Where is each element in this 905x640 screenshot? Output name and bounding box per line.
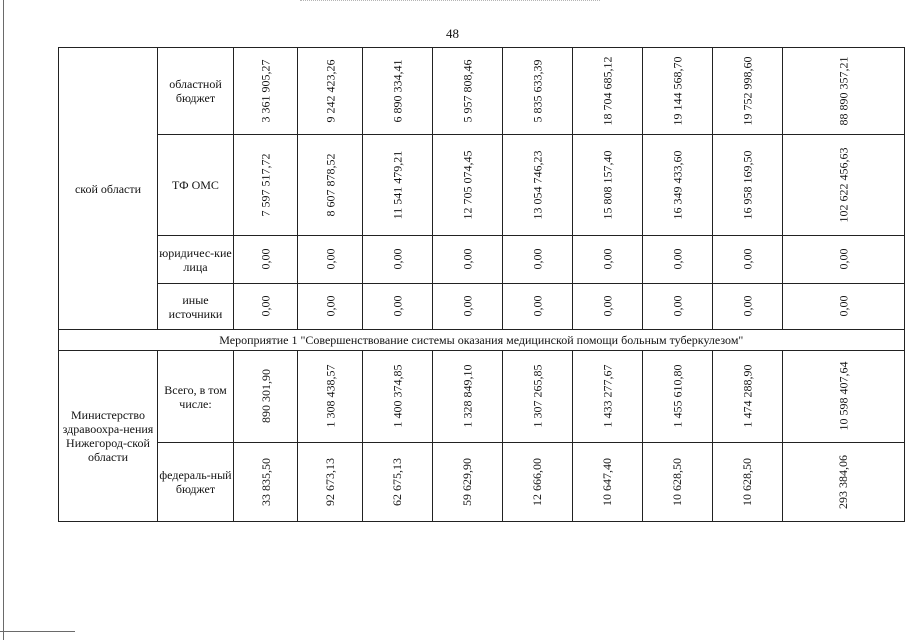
- value-cell: [298, 236, 363, 284]
- value-text: 0,00: [670, 248, 685, 270]
- value-text: 0,00: [740, 248, 755, 270]
- value-text: 0,00: [460, 248, 475, 270]
- table-row: [59, 330, 905, 351]
- value-text: 0,00: [530, 295, 545, 317]
- value-text: 1 400 374,85: [390, 364, 405, 428]
- value-text: 5 835 633,39: [530, 59, 545, 122]
- value-cell: [572, 236, 642, 284]
- value-cell: [298, 284, 363, 330]
- value-cell: [298, 351, 363, 443]
- value-text: 0,00: [530, 248, 545, 270]
- value-cell: [782, 135, 904, 236]
- value-text: 293 384,06: [836, 454, 851, 509]
- value-text: 62 675,13: [390, 457, 405, 506]
- value-text: 13 054 746,23: [530, 150, 545, 219]
- value-cell: [234, 284, 298, 330]
- value-text: 10 598 407,64: [836, 361, 851, 431]
- value-text: 1 433 277,67: [600, 364, 615, 428]
- source-cell: иные источники: [158, 284, 234, 330]
- value-text: 33 835,50: [258, 457, 273, 506]
- value-text: 18 704 685,12: [600, 56, 615, 125]
- value-cell: [782, 443, 904, 522]
- value-text: 19 752 998,60: [740, 56, 755, 125]
- value-text: 1 307 265,85: [530, 364, 545, 428]
- source-cell: Всего, в том числе:: [158, 351, 234, 443]
- table-row: [59, 351, 905, 443]
- value-cell: [712, 284, 782, 330]
- source-cell: областной бюджет: [158, 48, 234, 135]
- value-cell: [432, 351, 502, 443]
- value-text: 1 474 288,90: [740, 364, 755, 428]
- table-row: [59, 443, 905, 522]
- value-cell: [782, 284, 904, 330]
- value-cell: [502, 284, 572, 330]
- value-text: 88 890 357,21: [836, 56, 851, 125]
- value-text: 9 242 423,26: [323, 59, 337, 122]
- value-cell: [782, 236, 904, 284]
- value-cell: [298, 135, 363, 236]
- source-cell: ТФ ОМС: [158, 135, 234, 236]
- left-margin-rule: [3, 0, 4, 640]
- value-text: 12 705 074,45: [460, 150, 475, 219]
- value-cell: [642, 351, 712, 443]
- value-cell: [712, 351, 782, 443]
- executor-cell: ской области: [59, 48, 158, 330]
- table-row: [59, 236, 905, 284]
- value-cell: [432, 443, 502, 522]
- value-cell: [502, 48, 572, 135]
- value-text: 10 628,50: [740, 457, 755, 506]
- value-text: 0,00: [460, 295, 475, 317]
- value-text: 102 622 456,63: [836, 147, 851, 222]
- value-cell: [298, 443, 363, 522]
- event-title: Мероприятие 1 "Совершенствование системы оказания медицинской помощи больным туберкулезом": [59, 330, 905, 351]
- value-cell: [234, 48, 298, 135]
- value-cell: [642, 284, 712, 330]
- value-text: 1 308 438,57: [323, 364, 337, 428]
- value-text: 0,00: [323, 248, 337, 270]
- value-cell: [363, 284, 433, 330]
- page-number: 48: [446, 26, 459, 41]
- value-text: 19 144 568,70: [670, 56, 685, 125]
- bottom-margin-rule: [0, 631, 75, 632]
- value-text: 12 666,00: [530, 457, 545, 506]
- value-text: 1 328 849,10: [460, 364, 475, 428]
- value-cell: [502, 443, 572, 522]
- value-cell: [642, 135, 712, 236]
- source-cell: федераль-ный бюджет: [158, 443, 234, 522]
- value-cell: [782, 48, 904, 135]
- value-cell: [234, 135, 298, 236]
- value-cell: [363, 135, 433, 236]
- value-cell: [712, 135, 782, 236]
- value-text: 0,00: [836, 248, 851, 270]
- value-text: 0,00: [323, 295, 337, 317]
- value-text: 16 958 169,50: [740, 150, 755, 219]
- value-cell: [712, 443, 782, 522]
- value-cell: [363, 48, 433, 135]
- value-cell: [572, 135, 642, 236]
- value-text: 1 455 610,80: [670, 364, 685, 428]
- value-text: 0,00: [258, 248, 273, 270]
- value-text: 890 301,90: [258, 369, 273, 423]
- value-cell: [782, 351, 904, 443]
- value-cell: [432, 135, 502, 236]
- value-text: 5 957 808,46: [460, 59, 475, 122]
- value-text: 8 607 878,52: [323, 153, 337, 216]
- value-text: 6 890 334,41: [390, 59, 405, 122]
- source-cell: юридичес-кие лица: [158, 236, 234, 284]
- value-cell: [572, 351, 642, 443]
- value-cell: [234, 351, 298, 443]
- value-cell: [363, 351, 433, 443]
- value-cell: [572, 48, 642, 135]
- value-text: 92 673,13: [323, 457, 337, 506]
- table-row: [59, 48, 905, 135]
- value-text: 3 361 905,27: [258, 59, 273, 122]
- value-cell: [642, 443, 712, 522]
- value-cell: [572, 443, 642, 522]
- value-cell: [502, 135, 572, 236]
- value-text: 0,00: [600, 295, 615, 317]
- value-text: 11 541 479,21: [390, 150, 405, 219]
- value-cell: [363, 443, 433, 522]
- value-cell: [234, 236, 298, 284]
- value-text: 7 597 517,72: [258, 153, 273, 216]
- value-cell: [432, 284, 502, 330]
- executor-cell: Министерство здравоохра-нения Нижегород-ской области: [59, 351, 158, 522]
- value-cell: [298, 48, 363, 135]
- value-cell: [363, 236, 433, 284]
- value-text: 59 629,90: [460, 457, 475, 506]
- value-cell: [642, 236, 712, 284]
- value-text: 10 628,50: [670, 457, 685, 506]
- value-cell: [572, 284, 642, 330]
- table-row: [59, 284, 905, 330]
- value-text: 0,00: [258, 295, 273, 317]
- value-cell: [432, 48, 502, 135]
- value-text: 16 349 433,60: [670, 150, 685, 219]
- value-text: 0,00: [836, 295, 851, 317]
- table-row: [59, 135, 905, 236]
- value-text: 10 647,40: [600, 457, 615, 506]
- value-text: 0,00: [670, 295, 685, 317]
- value-cell: [234, 443, 298, 522]
- value-cell: [432, 236, 502, 284]
- value-text: 15 808 157,40: [600, 150, 615, 219]
- value-text: 0,00: [600, 248, 615, 270]
- value-text: 0,00: [390, 248, 405, 270]
- top-edge-dots: [300, 0, 600, 1]
- value-text: 0,00: [390, 295, 405, 317]
- budget-table: [58, 47, 905, 522]
- value-text: 0,00: [740, 295, 755, 317]
- value-cell: [502, 236, 572, 284]
- value-cell: [712, 236, 782, 284]
- value-cell: [712, 48, 782, 135]
- value-cell: [642, 48, 712, 135]
- value-cell: [502, 351, 572, 443]
